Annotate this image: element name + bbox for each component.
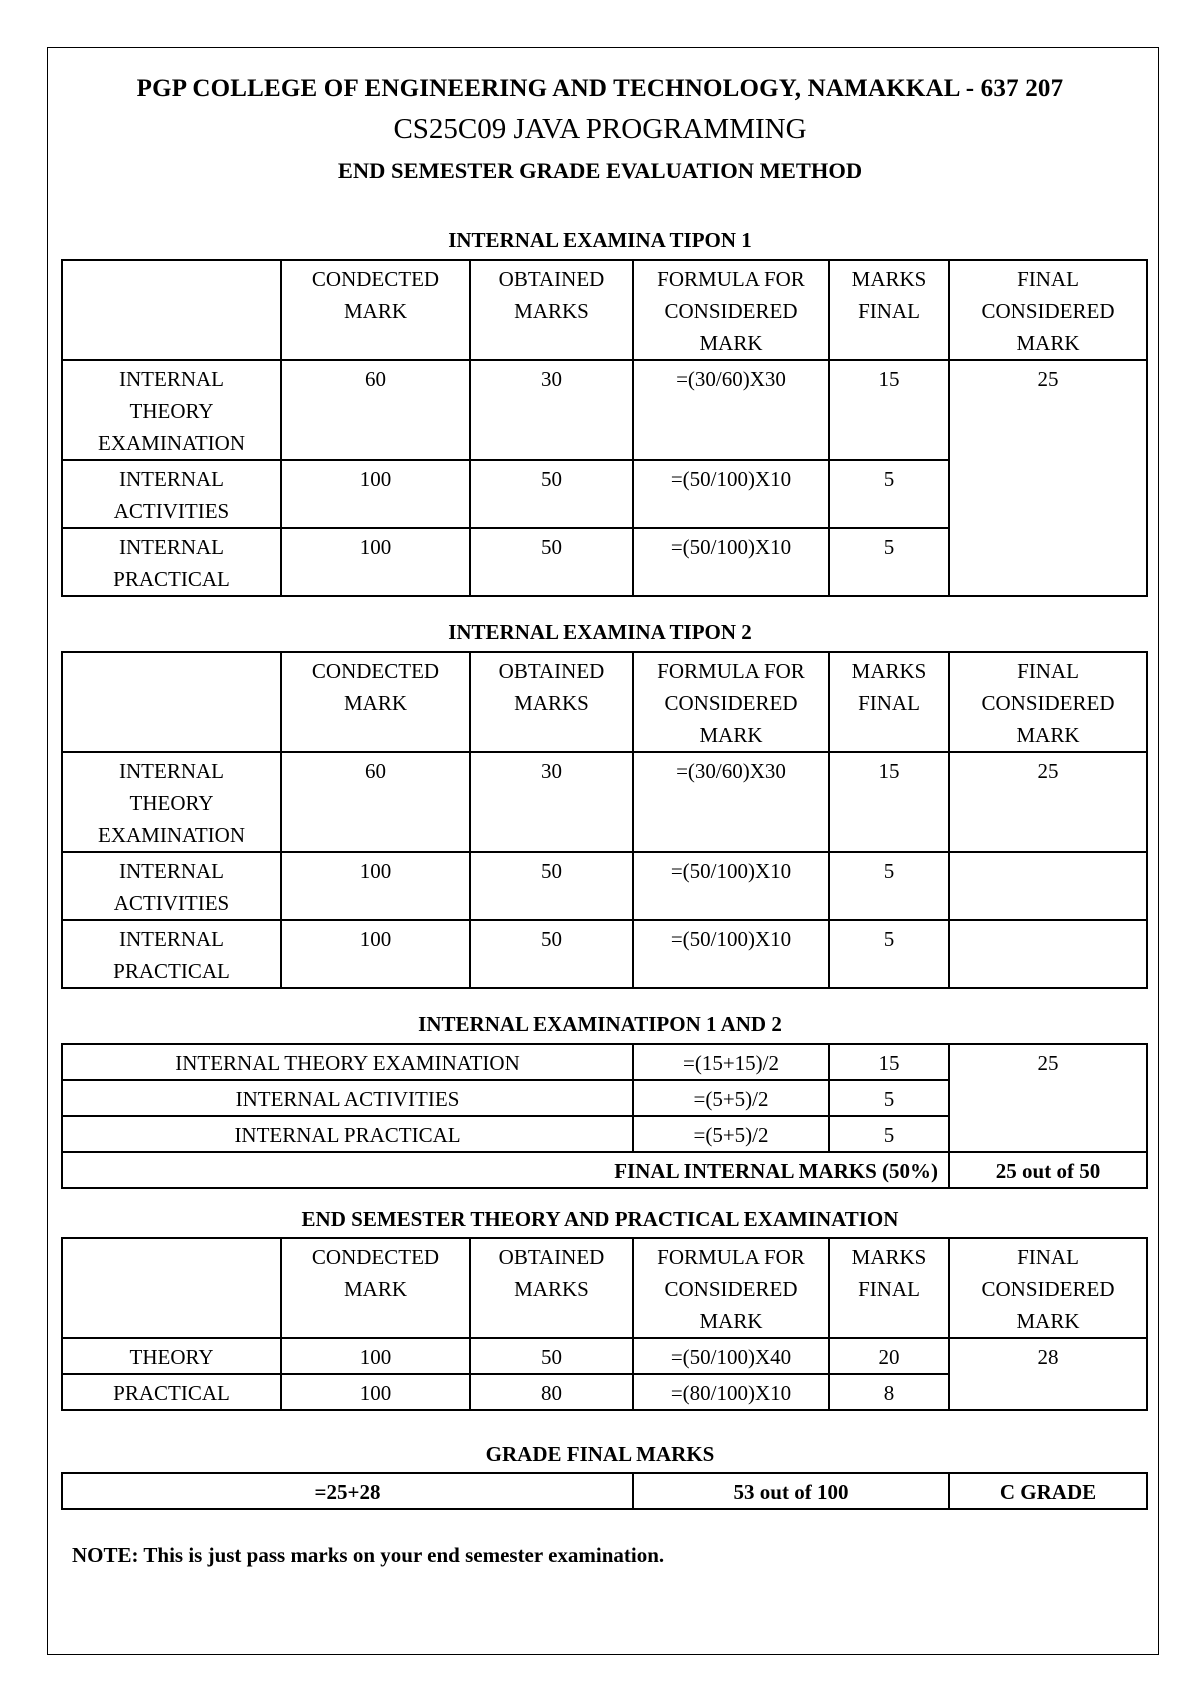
marks-final-cell: 15 [829, 1044, 949, 1080]
table-row [62, 752, 1147, 852]
conducted-mark-cell: 100 [281, 920, 470, 988]
obtained-marks-cell: 50 [470, 920, 633, 988]
formula-cell: =(50/100)X10 [633, 852, 829, 920]
grade-title: GRADE FINAL MARKS [485, 1442, 715, 1466]
marks-final-cell: 8 [829, 1374, 949, 1410]
header-obtained-marks: OBTAINED MARKS [470, 652, 633, 752]
formula-cell: =(50/100)X10 [633, 920, 829, 988]
header-blank-cell [62, 260, 281, 360]
internal-2-table [61, 651, 1148, 989]
header-marks-final: MARKS FINAL [829, 652, 949, 752]
grade-row [62, 1473, 1147, 1509]
table-row [62, 1338, 1147, 1374]
formula-cell: =(5+5)/2 [633, 1116, 829, 1152]
formula-cell: =(30/60)X30 [633, 360, 829, 460]
row-label: INTERNAL THEORY EXAMINATION [62, 1044, 633, 1080]
header-conducted-mark: CONDECTED MARK [281, 260, 470, 360]
row-label: INTERNAL THEORY EXAMINATION [62, 752, 281, 852]
marks-final-cell: 5 [829, 1116, 949, 1152]
empty-cell [949, 852, 1147, 920]
final-internal-row [62, 1152, 1147, 1188]
formula-cell: =(80/100)X10 [633, 1374, 829, 1410]
header-blank-cell [62, 1238, 281, 1338]
formula-cell: =(50/100)X10 [633, 460, 829, 528]
header-obtained-marks: OBTAINED MARKS [470, 1238, 633, 1338]
note-text: NOTE: This is just pass marks on your end semester examination. [72, 1543, 665, 1567]
header-marks-final: MARKS FINAL [829, 1238, 949, 1338]
formula-cell: =(15+15)/2 [633, 1044, 829, 1080]
grade-sum: =25+28 [62, 1473, 633, 1509]
header-final-considered-mark: FINAL CONSIDERED MARK [949, 1238, 1147, 1338]
header-formula: FORMULA FOR CONSIDERED MARK [633, 260, 829, 360]
formula-cell: =(5+5)/2 [633, 1080, 829, 1116]
obtained-marks-cell: 50 [470, 1338, 633, 1374]
marks-final-cell: 5 [829, 920, 949, 988]
end-semester-title: END SEMESTER THEORY AND PRACTICAL EXAMINATION [301, 1207, 899, 1231]
internal-1-table [61, 259, 1148, 597]
final-considered-mark-cell: 28 [949, 1338, 1147, 1410]
conducted-mark-cell: 100 [281, 852, 470, 920]
header-formula: FORMULA FOR CONSIDERED MARK [633, 652, 829, 752]
obtained-marks-cell: 50 [470, 460, 633, 528]
row-label: PRACTICAL [62, 1374, 281, 1410]
conducted-mark-cell: 100 [281, 460, 470, 528]
grade-table [61, 1472, 1148, 1510]
header-marks-final: MARKS FINAL [829, 260, 949, 360]
header-obtained-marks: OBTAINED MARKS [470, 260, 633, 360]
final-internal-marks-label: FINAL INTERNAL MARKS (50%) [62, 1152, 949, 1188]
internal-combined-table [61, 1043, 1148, 1189]
row-label: INTERNAL ACTIVITIES [62, 460, 281, 528]
marks-final-cell: 5 [829, 460, 949, 528]
marks-final-cell: 15 [829, 360, 949, 460]
obtained-marks-cell: 80 [470, 1374, 633, 1410]
formula-cell: =(50/100)X40 [633, 1338, 829, 1374]
internal-1-title: INTERNAL EXAMINA TIPON 1 [448, 228, 752, 252]
conducted-mark-cell: 60 [281, 752, 470, 852]
header-formula: FORMULA FOR CONSIDERED MARK [633, 1238, 829, 1338]
internal-combined-title: INTERNAL EXAMINATIPON 1 AND 2 [418, 1012, 782, 1036]
final-considered-mark-cell: 25 [949, 360, 1147, 596]
row-label: INTERNAL ACTIVITIES [62, 852, 281, 920]
header-conducted-mark: CONDECTED MARK [281, 652, 470, 752]
conducted-mark-cell: 100 [281, 528, 470, 596]
header-blank-cell [62, 652, 281, 752]
table-row [62, 1044, 1147, 1080]
row-label: THEORY [62, 1338, 281, 1374]
grade-letter: C GRADE [949, 1473, 1147, 1509]
row-label: INTERNAL PRACTICAL [62, 1116, 633, 1152]
obtained-marks-cell: 30 [470, 752, 633, 852]
conducted-mark-cell: 100 [281, 1338, 470, 1374]
conducted-mark-cell: 100 [281, 1374, 470, 1410]
obtained-marks-cell: 30 [470, 360, 633, 460]
table-header-row [62, 652, 1147, 752]
evaluation-method-title: END SEMESTER GRADE EVALUATION METHOD [337, 158, 863, 183]
marks-final-cell: 5 [829, 852, 949, 920]
row-label: INTERNAL ACTIVITIES [62, 1080, 633, 1116]
marks-final-cell: 5 [829, 528, 949, 596]
course-title: CS25C09 JAVA PROGRAMMING [393, 113, 807, 145]
conducted-mark-cell: 60 [281, 360, 470, 460]
final-considered-mark-cell: 25 [949, 1044, 1147, 1152]
marks-final-cell: 20 [829, 1338, 949, 1374]
college-title: PGP COLLEGE OF ENGINEERING AND TECHNOLOGY, NAMAKKAL - 637 207 [136, 75, 1064, 102]
formula-cell: =(30/60)X30 [633, 752, 829, 852]
end-semester-table [61, 1237, 1148, 1411]
row-label: INTERNAL PRACTICAL [62, 528, 281, 596]
obtained-marks-cell: 50 [470, 852, 633, 920]
grade-total: 53 out of 100 [633, 1473, 949, 1509]
empty-cell [949, 920, 1147, 988]
table-row [62, 360, 1147, 460]
table-header-row [62, 260, 1147, 360]
marks-final-cell: 15 [829, 752, 949, 852]
header-final-considered-mark: FINAL CONSIDERED MARK [949, 260, 1147, 360]
table-row [62, 852, 1147, 920]
table-row [62, 920, 1147, 988]
row-label: INTERNAL THEORY EXAMINATION [62, 360, 281, 460]
final-internal-marks-value: 25 out of 50 [949, 1152, 1147, 1188]
row-label: INTERNAL PRACTICAL [62, 920, 281, 988]
internal-2-title: INTERNAL EXAMINA TIPON 2 [448, 620, 752, 644]
header-final-considered-mark: FINAL CONSIDERED MARK [949, 652, 1147, 752]
obtained-marks-cell: 50 [470, 528, 633, 596]
marks-final-cell: 5 [829, 1080, 949, 1116]
header-conducted-mark: CONDECTED MARK [281, 1238, 470, 1338]
final-considered-mark-cell: 25 [949, 752, 1147, 852]
table-header-row [62, 1238, 1147, 1338]
formula-cell: =(50/100)X10 [633, 528, 829, 596]
